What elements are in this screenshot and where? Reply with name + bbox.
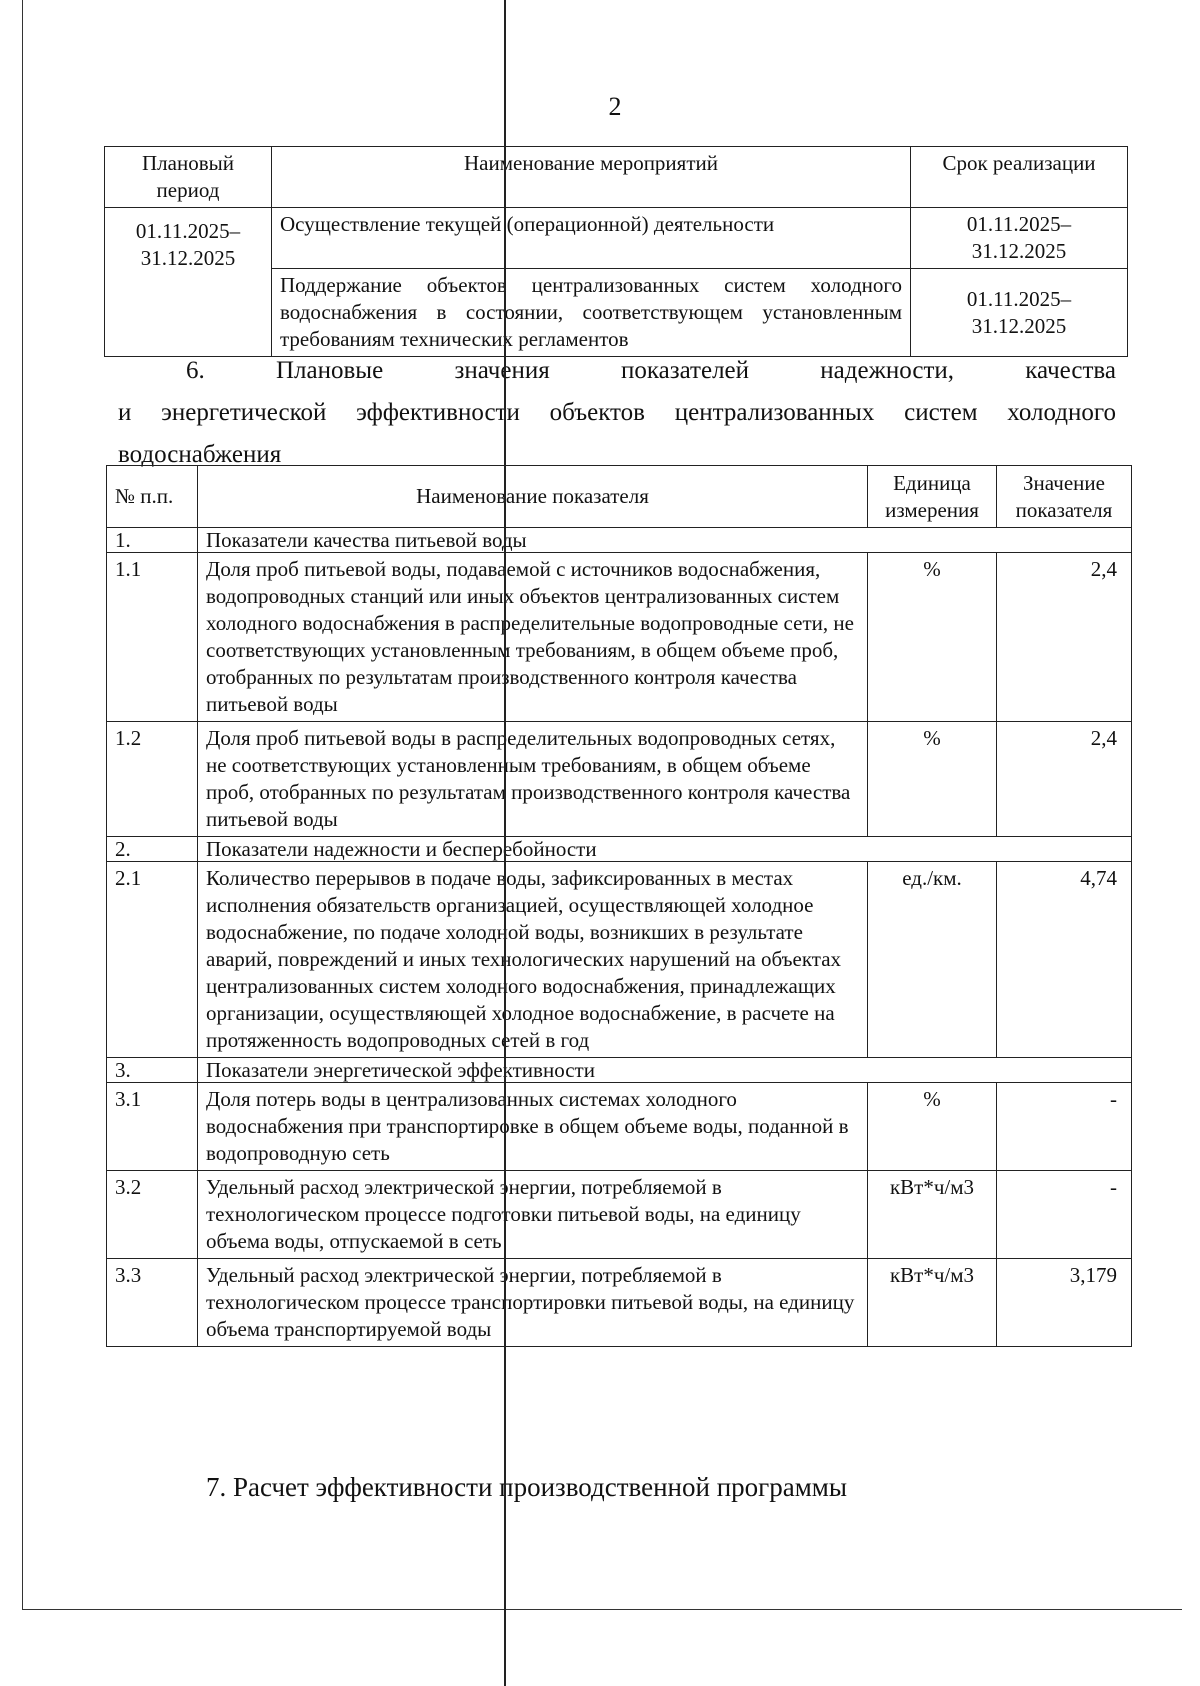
section-6-line-2: и энергетической эффективности объектов централизованных систем холодного [118, 399, 1116, 426]
table-row [107, 722, 1132, 837]
measures-table [104, 146, 1128, 357]
header-term: Срок реализации [911, 147, 1128, 208]
row-num: 3.2 [107, 1171, 198, 1259]
row-num: 3.1 [107, 1083, 198, 1171]
header-value: Значение показателя [997, 466, 1132, 528]
period-cell: 01.11.2025– 31.12.2025 [105, 208, 272, 357]
table-row [107, 1171, 1132, 1259]
table-row [105, 208, 1128, 269]
row-unit: ед./км. [868, 862, 997, 1058]
row-unit: кВт*ч/м3 [868, 1259, 997, 1347]
row-name: Доля проб питьевой воды, подаваемой с источников водоснабжения, водопроводных станций или иных объектов централизованных систем холодного водоснабжения в распределительные водопроводные сети, не соответствующих установленным требованиям, в общем объеме проб, отобранных по результатам производственного контроля качества питьевой воды [198, 553, 868, 722]
table-row [107, 553, 1132, 722]
header-period: Плановый период [105, 147, 272, 208]
row-name: Удельный расход электрической энергии, потребляемой в технологическом процессе подготовки питьевой воды, на единицу объема воды, отпускаемой в сеть [198, 1171, 868, 1259]
section-title: Показатели надежности и бесперебойности [198, 837, 1132, 862]
row-value: - [997, 1083, 1132, 1171]
row-value: 2,4 [997, 722, 1132, 837]
section-6-line-3: водоснабжения [118, 441, 282, 468]
page-border-left [22, 0, 23, 1610]
row-name: Доля потерь воды в централизованных системах холодного водоснабжения при транспортировке в общем объеме воды, поданной в водопроводную сеть [198, 1083, 868, 1171]
row-num: 2.1 [107, 862, 198, 1058]
measure-name: Поддержание объектов централизованных систем холодного водоснабжения в состоянии, соответствующем установленным требованиям технических регламентов [272, 269, 911, 357]
page-number: 2 [608, 92, 622, 121]
row-value: 4,74 [997, 862, 1132, 1058]
scan-fold-line [504, 0, 506, 1686]
header-measure-name: Наименование мероприятий [272, 147, 911, 208]
header-unit: Единица измерения [868, 466, 997, 528]
section-row [107, 837, 1132, 862]
header-num: № п.п. [107, 466, 198, 528]
row-value: 3,179 [997, 1259, 1132, 1347]
row-num: 3.3 [107, 1259, 198, 1347]
row-value: 2,4 [997, 553, 1132, 722]
row-unit: % [868, 1083, 997, 1171]
row-num: 1.2 [107, 722, 198, 837]
section-row [107, 1058, 1132, 1083]
section-num: 2. [107, 837, 198, 862]
row-name: Количество перерывов в подаче воды, зафиксированных в местах исполнения обязательств организацией, осуществляющей холодное водоснабжение, по подаче холодной воды, возникших в результате аварий, повреждений и иных технологических нарушений на объектах централизованных систем холодного водоснабжения, принадлежащих организации, осуществляющей холодное водоснабжение, в расчете на протяженность водопроводных сетей в год [198, 862, 868, 1058]
section-6-heading [118, 350, 1116, 476]
row-name: Доля проб питьевой воды в распределительных водопроводных сетях, не соответствующих установленным требованиям, в общем объеме проб, отобранных по результатам производственного контроля качества питьевой воды [198, 722, 868, 837]
measure-term: 01.11.2025– 31.12.2025 [911, 208, 1128, 269]
section-title: Показатели энергетической эффективности [198, 1058, 1132, 1083]
section-7-heading: 7. Расчет эффективности производственной программы [206, 1472, 848, 1502]
indicators-table [106, 465, 1132, 1347]
section-row [107, 528, 1132, 553]
measures-table-header [105, 147, 1128, 208]
section-num: 3. [107, 1058, 198, 1083]
table-row [107, 1259, 1132, 1347]
section-6-line-1: 6. Плановые значения показателей надежности, качества [186, 357, 1116, 384]
indicators-table-header [107, 466, 1132, 528]
row-unit: кВт*ч/м3 [868, 1171, 997, 1259]
table-row [107, 862, 1132, 1058]
page-border-bottom [22, 1609, 1182, 1610]
measure-name: Осуществление текущей (операционной) деятельности [272, 208, 911, 269]
row-name: Удельный расход электрической энергии, потребляемой в технологическом процессе транспортировки питьевой воды, на единицу объема транспортируемой воды [198, 1259, 868, 1347]
section-num: 1. [107, 528, 198, 553]
row-unit: % [868, 553, 997, 722]
header-indicator-name: Наименование показателя [198, 466, 868, 528]
row-value: - [997, 1171, 1132, 1259]
section-title: Показатели качества питьевой воды [198, 528, 1132, 553]
row-unit: % [868, 722, 997, 837]
measure-term: 01.11.2025– 31.12.2025 [911, 269, 1128, 357]
row-num: 1.1 [107, 553, 198, 722]
table-row [107, 1083, 1132, 1171]
